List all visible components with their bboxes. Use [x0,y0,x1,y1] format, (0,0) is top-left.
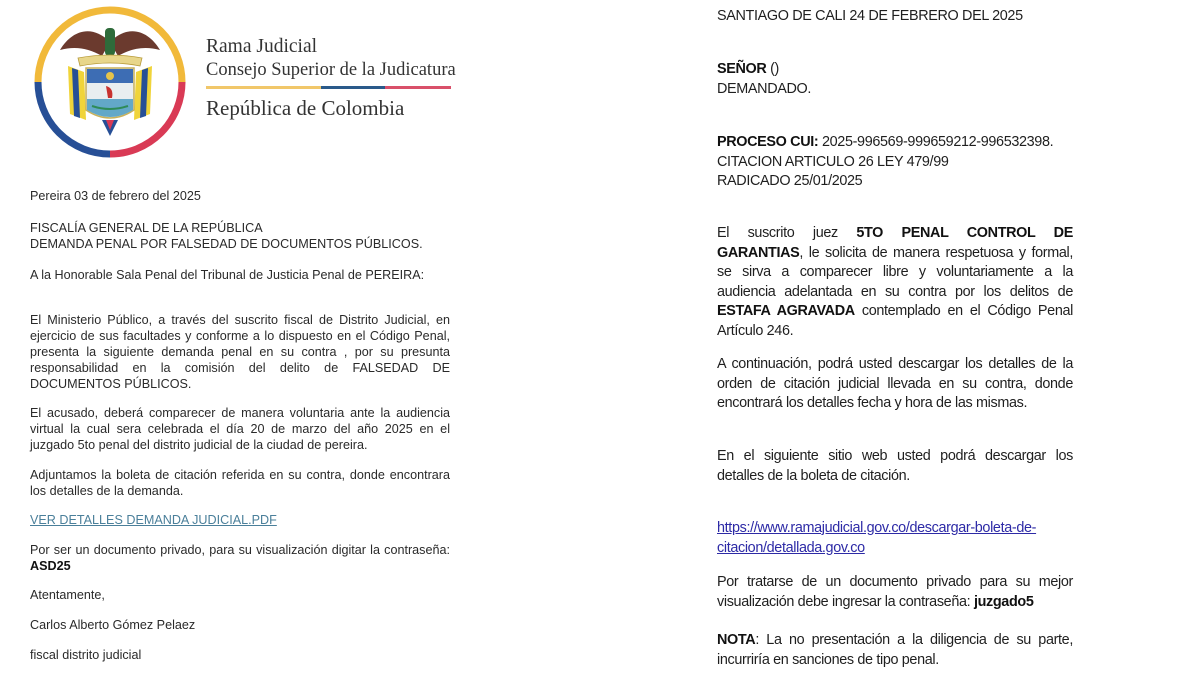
legal-note [717,631,1073,670]
password-prefix: Por ser un documento privado, para su visualización digitar la contraseña: [30,543,450,557]
letterhead [30,0,460,175]
paragraph-3: Adjuntamos la boleta de citación referida en su contra, donde encontrara los detalles de la demanda. [30,468,450,498]
judge-court-name: 5TO PENAL CONTROL DE GARANTIAS [717,225,1073,261]
website-link-block [717,519,1073,558]
org-name-consejo: Consejo Superior de la Judicatura [206,60,456,80]
p1-text-2: , le solicita de manera respetuosa y formal, se sirva a comparecer libre y voluntariamente a la audiencia adelantada en su contra por los delitos de [717,244,1073,300]
recipient-name: () [766,61,779,77]
p1-text-3: contemplado en el Código Penal Artículo 246. [717,303,1073,339]
process-label: PROCESO CUI: [717,134,819,150]
recipient-label: SEÑOR [717,61,767,77]
note-label: NOTA [717,632,756,648]
link-line-1[interactable]: https://www.ramajudicial.gov.co/descargar-boleta-de- [717,520,1037,536]
link-line-2[interactable]: citacion/detallada.gov.co [717,539,865,556]
org-name-rama-judicial: Rama Judicial [206,36,318,57]
recipient-role: DEMANDADO. [717,80,812,97]
colombia-coat-of-arms-icon [30,2,190,162]
password-value: juzgado5 [973,593,1034,610]
addressee: A la Honorable Sala Penal del Tribunal de Justicia Penal de PEREIRA: [30,268,425,282]
password-prefix: Por tratarse de un documento privado para su mejor visualización debe ingresar la contraseña: [717,574,1073,610]
demand-details-pdf-link[interactable]: VER DETALLES DEMANDA JUDICIAL.PDF [30,513,277,527]
process-value: 2025-996569-999659212-996532398. [818,134,1054,150]
download-citation-link[interactable] [717,520,1036,556]
radicado-line: RADICADO 25/01/2025 [717,173,863,189]
recipient-block [717,60,1073,99]
title-line-1: FISCALÍA GENERAL DE LA REPÚBLICA [30,221,263,235]
crime-name: ESTAFA AGRAVADA [717,303,855,319]
paragraph-2: A continuación, podrá usted descargar los detalles de la orden de citación judicial llevada en su contra, donde encontrará los detalles fecha y hora de las mismas. [717,356,1073,411]
p1-text-1: El suscrito juez [717,225,857,241]
org-name-republica: República de Colombia [206,96,405,120]
date-line: SANTIAGO DE CALI 24 DE FEBRERO DEL 2025 [717,8,1023,24]
paragraph-3: En el siguiente sitio web usted podrá descargar los detalles de la boleta de citación. [717,448,1073,484]
paragraph-1 [717,224,1073,341]
paragraph-1: El Ministerio Público, a través del suscrito fiscal de Distrito Judicial, en ejercicio de sus facultades y conforme a lo dispuesto en el Código Penal, presenta la siguiente demanda penal en su contra , por su presunta responsabilidad en la comisión del delito de FALSEDAD DE DOCUMENTOS PÚBLICOS. [30,313,450,391]
citation-line: CITACION ARTICULO 26 LEY 479/99 [717,153,949,170]
document-title [30,220,450,252]
process-block [717,133,1073,192]
signer-title: fiscal distrito judicial [30,648,142,662]
tricolor-divider [206,86,451,89]
closing: Atentamente, [30,588,105,602]
paragraph-2: El acusado, deberá comparecer de manera voluntaria ante la audiencia virtual la cual sera celebrada el día 20 de marzo del año 2025 en el juzgado 5to penal del distrito judicial de la ciudad de pereira. [30,406,450,452]
password-note [30,542,450,574]
signer-name: Carlos Alberto Gómez Pelaez [30,618,196,632]
password-value: ASD25 [30,559,71,573]
password-note [717,573,1073,612]
title-line-2: DEMANDA PENAL POR FALSEDAD DE DOCUMENTOS PÚBLICOS. [30,237,423,251]
note-text: : La no presentación a la diligencia de su parte, incurriría en sanciones de tipo penal. [717,632,1073,668]
link-line [30,512,450,528]
date-line: Pereira 03 de febrero del 2025 [30,189,201,203]
